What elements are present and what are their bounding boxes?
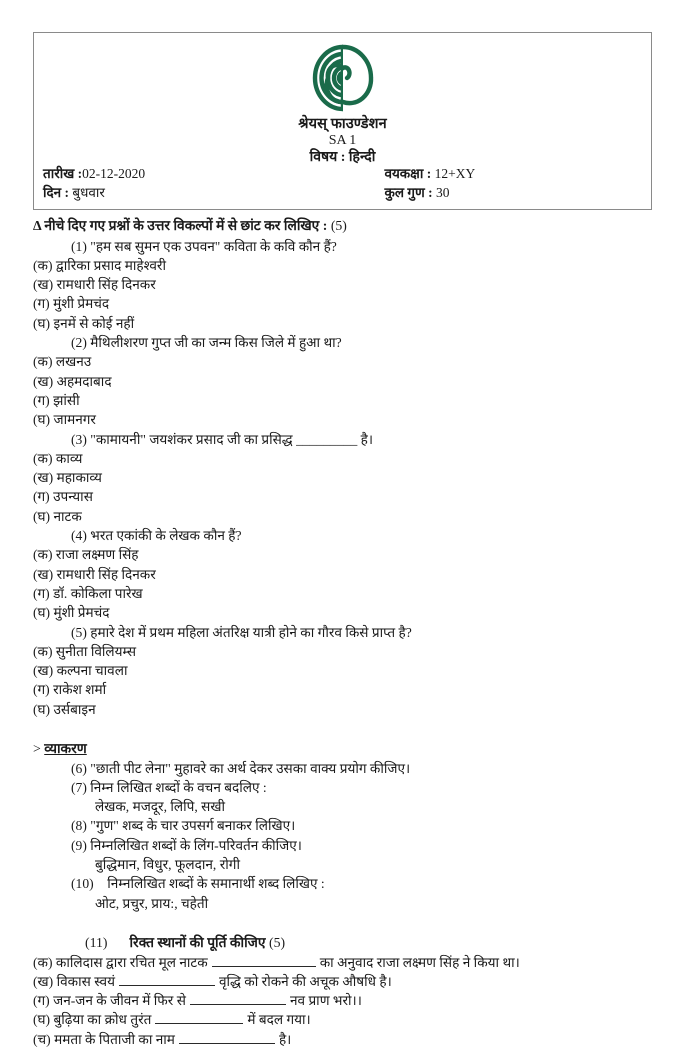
question-8-number: (8) (71, 818, 87, 834)
blank-b-label: (ख) (33, 973, 54, 989)
meta-row-day-marks (43, 183, 642, 203)
class-field (378, 164, 642, 184)
blank-a-input[interactable] (212, 954, 316, 967)
blank-item-e (33, 1030, 652, 1049)
date-label: तारीख : (43, 165, 83, 181)
blank-c-before: जन-जन के जीवन में फिर से (53, 993, 186, 1009)
option-1-b[interactable]: (ख) रामधारी सिंह दिनकर (33, 277, 156, 293)
blank-d-after: में बदल गया। (247, 1012, 311, 1028)
blank-e-before: ममता के पिताजी का नाम (54, 1031, 175, 1047)
option-5-d[interactable]: (घ) उर्सबाइन (33, 701, 96, 717)
option-3-c[interactable]: (ग) उपन्यास (33, 489, 93, 505)
option-5-c[interactable]: (ग) राकेश शर्मा (33, 682, 107, 698)
section-spacer (33, 719, 652, 739)
fill-blanks-heading (33, 933, 652, 953)
blank-a-after: का अनुवाद राजा लक्ष्मण सिंह ने किया था। (319, 954, 520, 970)
question-9-text: निम्नलिखित शब्दों के लिंग-परिवर्तन कीजिए। (90, 837, 302, 853)
question-10 (33, 874, 652, 893)
grammar-section-heading (33, 739, 652, 759)
question-4-number: (4) (71, 528, 87, 544)
option-2-d[interactable]: (घ) जामनगर (33, 412, 96, 428)
blank-item-c (33, 991, 652, 1010)
date-value: 02-12-2020 (82, 165, 146, 181)
fill-blanks-number: (11) (85, 934, 108, 950)
blank-b-before: विकास स्वयं (56, 973, 115, 989)
blank-a-before: कालिदास द्वारा रचित मूल नाटक (55, 954, 208, 970)
question-5-number: (5) (71, 624, 87, 640)
option-5-a[interactable]: (क) सुनीता विलियम्स (33, 643, 137, 659)
question-7 (33, 778, 652, 797)
blank-d-input[interactable] (155, 1012, 243, 1025)
class-label: वयकक्षा : (384, 165, 432, 181)
blank-item-a (33, 953, 652, 972)
option-2-c[interactable]: (ग) झांसी (33, 392, 80, 408)
mcq-heading-text: नीचे दिए गए प्रश्नों के उत्तर विकल्पों में से छांट कर लिखिए : (44, 218, 328, 233)
exam-meta (34, 164, 651, 203)
question-4-text: भरत एकांकी के लेखक कौन हैं? (90, 528, 242, 544)
option-3-b[interactable]: (ख) महाकाव्य (33, 470, 102, 486)
blank-c-label: (ग) (33, 993, 50, 1009)
blank-c-input[interactable] (190, 992, 286, 1005)
marks-value: 30 (435, 185, 450, 201)
question-10-number: (10) (71, 876, 94, 892)
question-2 (33, 333, 652, 352)
option-4-b[interactable]: (ख) रामधारी सिंह दिनकर (33, 566, 156, 582)
question-2-number: (2) (71, 335, 87, 351)
blank-d-label: (घ) (33, 1012, 51, 1028)
option-2-a[interactable]: (क) लखनउ (33, 354, 92, 370)
option-4-c[interactable]: (ग) डॉ. कोकिला पारेख (33, 585, 143, 601)
question-9-number: (9) (71, 837, 87, 853)
option-1-c[interactable]: (ग) मुंशी प्रेमचंद (33, 296, 110, 312)
question-10-text: निम्नलिखित शब्दों के समानार्थी शब्द लिखिए : (107, 876, 325, 892)
subject-line: विषय : हिन्दी (309, 149, 376, 165)
option-4-d[interactable]: (घ) मुंशी प्रेमचंद (33, 605, 110, 621)
blank-item-b (33, 972, 652, 991)
question-1-number: (1) (71, 238, 87, 254)
blank-d-before: बुढ़िया का क्रोध तुरंत (53, 1012, 152, 1028)
option-1-d[interactable]: (घ) इनमें से कोई नहीं (33, 315, 135, 331)
question-9 (33, 836, 652, 855)
blank-b-input[interactable] (119, 973, 215, 986)
meta-row-date-class (43, 164, 642, 184)
question-4 (33, 526, 652, 545)
blank-c-after: नव प्राण भरो।। (289, 993, 362, 1009)
option-3-a[interactable]: (क) काव्य (33, 450, 83, 466)
option-4-a[interactable]: (क) राजा लक्ष्मण सिंह (33, 547, 139, 563)
blank-e-label: (च) (33, 1031, 51, 1047)
option-1-a[interactable]: (क) द्वारिका प्रसाद माहेश्वरी (33, 257, 167, 273)
grammar-arrow-icon: > (33, 741, 41, 756)
fill-blanks-marks: (5) (268, 934, 286, 950)
blank-a-label: (क) (33, 954, 53, 970)
question-3 (33, 430, 652, 449)
day-label: दिन : (43, 185, 70, 201)
marks-label: कुल गुण : (384, 185, 433, 201)
option-3-d[interactable]: (घ) नाटक (33, 508, 82, 524)
spiral-logo-icon (310, 42, 376, 114)
question-6 (33, 759, 652, 778)
question-5-text: हमारे देश में प्रथम महिला अंतरिक्ष यात्री होने का गौरव किसे प्राप्त है? (90, 624, 412, 640)
exam-body (33, 216, 652, 1049)
logo-block (34, 33, 651, 114)
date-field (43, 164, 354, 184)
question-7-text: निम्न लिखित शब्दों के वचन बदलिए : (90, 779, 267, 795)
question-3-text: "कामायनी" जयशंकर प्रसाद जी का प्रसिद्ध _________ है। (90, 431, 374, 447)
question-7-wordlist: लेखक, मजदूर, लिपि, सखी (95, 799, 225, 815)
exam-header-box (33, 32, 652, 210)
question-10-wordlist: ओट, प्रचुर, प्राय:, चहेती (95, 895, 209, 911)
option-2-b[interactable]: (ख) अहमदाबाद (33, 373, 112, 389)
blank-e-input[interactable] (179, 1031, 275, 1044)
organization-name: श्रेयस् फाउण्डेशन (298, 116, 387, 132)
blank-b-after: वृद्धि को रोकने की अचूक औषधि है। (218, 973, 392, 989)
exam-code: SA 1 (328, 133, 357, 149)
blank-item-d (33, 1010, 652, 1029)
fill-blanks-title: रिक्त स्थानों की पूर्ति कीजिए (129, 934, 266, 950)
class-value: 12+XY (434, 165, 476, 181)
section-spacer-2 (33, 913, 652, 933)
day-value: बुधवार (72, 185, 105, 201)
question-2-text: मैथिलीशरण गुप्त जी का जन्म किस जिले में हुआ था? (90, 335, 342, 351)
question-8 (33, 816, 652, 835)
day-field (43, 183, 354, 203)
option-5-b[interactable]: (ख) कल्पना चावला (33, 663, 128, 679)
question-6-text: "छाती पीट लेना" मुहावरे का अर्थ देकर उसका वाक्य प्रयोग कीजिए। (90, 760, 411, 776)
question-1-text: "हम सब सुमन एक उपवन" कविता के कवि कौन हैं? (90, 238, 337, 254)
mcq-section-heading (33, 216, 652, 236)
question-7-number: (7) (71, 779, 87, 795)
question-5 (33, 623, 652, 642)
marks-field (378, 183, 642, 203)
question-1 (33, 237, 652, 256)
blank-e-after: है। (278, 1031, 292, 1047)
mcq-marks: (5) (330, 218, 347, 233)
question-8-text: "गुण" शब्द के चार उपसर्ग बनाकर लिखिए। (90, 818, 296, 834)
mcq-bullet-icon: Δ (33, 218, 41, 233)
question-9-wordlist: बुद्धिमान, विधुर, फूलदान, रोगी (95, 857, 240, 873)
question-6-number: (6) (71, 760, 87, 776)
grammar-title: व्याकरण (44, 741, 87, 756)
question-3-number: (3) (71, 431, 87, 447)
